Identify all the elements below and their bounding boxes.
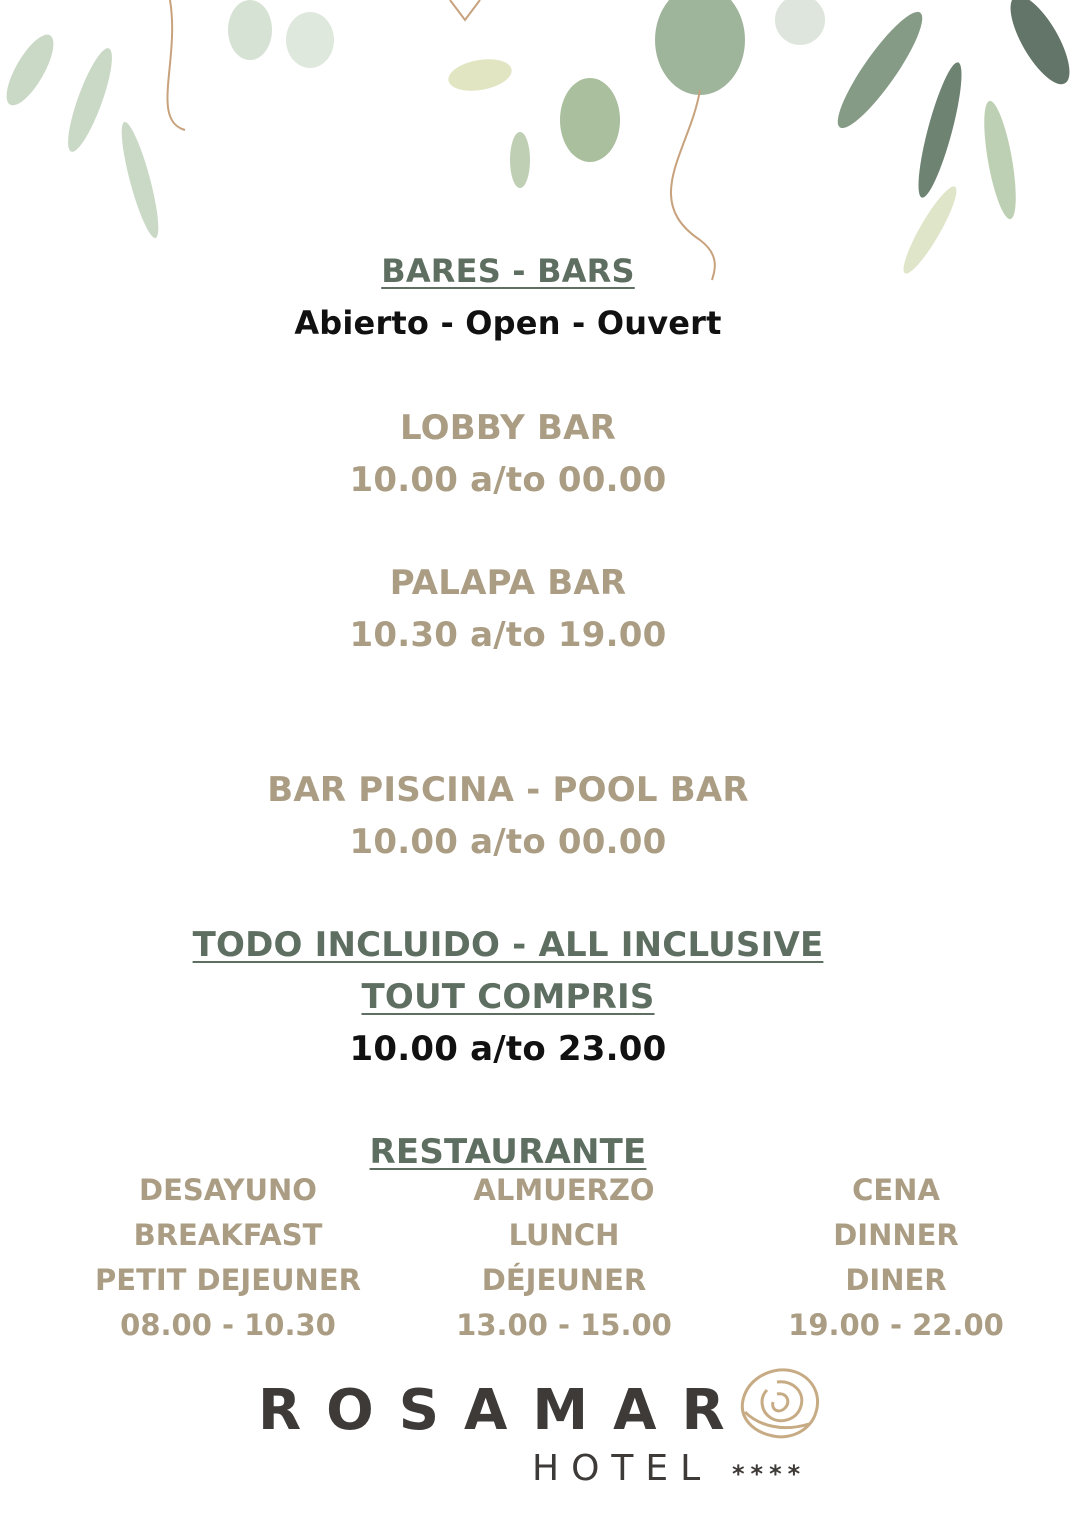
pool-bar-hours: 10.00 a/to 00.00 xyxy=(349,822,667,862)
palapa-bar-hours: 10.30 a/to 19.00 xyxy=(349,615,667,655)
meal-name-es: CENA xyxy=(852,1173,940,1207)
meal-name-en: BREAKFAST xyxy=(133,1218,323,1252)
dinner-column xyxy=(746,1168,1046,1348)
meal-name-fr: DINER xyxy=(845,1263,947,1297)
meal-hours: 19.00 - 22.00 xyxy=(788,1308,1004,1342)
meal-name-fr: DÉJEUNER xyxy=(481,1263,647,1297)
meal-name-en: LUNCH xyxy=(508,1218,620,1252)
bars-title: BARES - BARS xyxy=(381,252,635,290)
lobby-bar-hours: 10.00 a/to 00.00 xyxy=(349,460,667,500)
hotel-stars: **** xyxy=(732,1460,807,1488)
hotel-logo-sub: HOTEL xyxy=(532,1448,713,1489)
restaurant-title: RESTAURANTE xyxy=(369,1132,647,1172)
meal-hours: 13.00 - 15.00 xyxy=(456,1308,672,1342)
rose-icon xyxy=(733,1362,825,1444)
bars-subtitle: Abierto - Open - Ouvert xyxy=(294,304,722,342)
meal-hours: 08.00 - 10.30 xyxy=(120,1308,336,1342)
meal-name-es: ALMUERZO xyxy=(473,1173,655,1207)
lunch-column xyxy=(414,1168,714,1348)
pool-bar-name: BAR PISCINA - POOL BAR xyxy=(267,770,749,810)
meal-name-fr: PETIT DEJEUNER xyxy=(95,1263,361,1297)
meal-name-en: DINNER xyxy=(833,1218,959,1252)
all-inclusive-title-line2: TOUT COMPRIS xyxy=(361,977,655,1017)
palapa-bar-name: PALAPA BAR xyxy=(389,563,627,603)
lobby-bar-name: LOBBY BAR xyxy=(400,408,616,448)
all-inclusive-title-line1: TODO INCLUIDO - ALL INCLUSIVE xyxy=(192,925,824,965)
all-inclusive-hours: 10.00 a/to 23.00 xyxy=(349,1029,667,1069)
breakfast-column xyxy=(78,1168,378,1348)
hotel-logo-name: ROSAMAR xyxy=(258,1378,750,1443)
meal-name-es: DESAYUNO xyxy=(139,1173,317,1207)
